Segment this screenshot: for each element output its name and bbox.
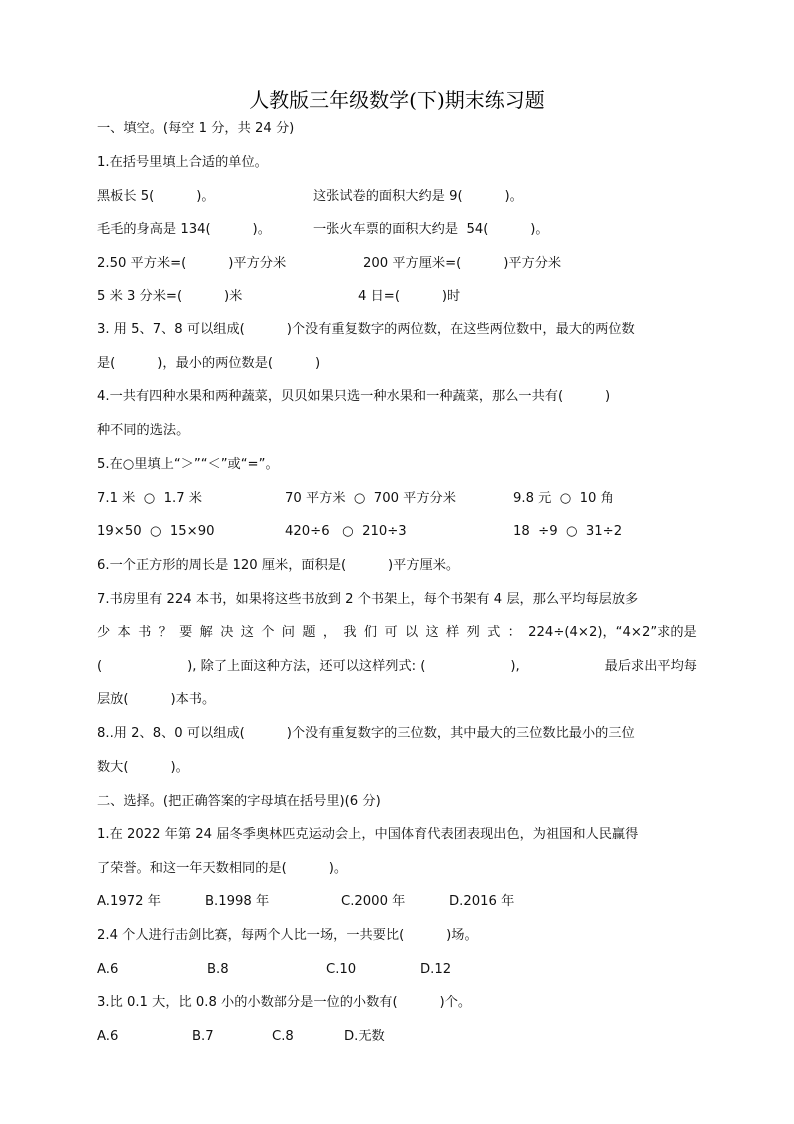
q7-segment: ( [97, 659, 103, 674]
q7-char: 可 [384, 625, 398, 640]
q6-stem: 6.一个正方形的周长是 120 厘米，面积是( )平方厘米。 [97, 558, 460, 573]
q7-char: 这 [425, 625, 439, 640]
q4-line-2: 种不同的选法。 [97, 423, 190, 438]
s2-q2-option: C.10 [326, 962, 357, 977]
s2-q3-option: D.无数 [344, 1029, 385, 1044]
q7-line-1: 7.书房里有 224 本书，如果将这些书放到 2 个书架上，每个书架有 4 层，那么平均每层放多 [97, 592, 639, 607]
section-1-heading: 一、填空。(每空 1 分，共 24 分) [97, 121, 295, 136]
q7-char: 少 [97, 625, 111, 640]
s2-q1-option: B.1998 年 [205, 894, 270, 909]
q7-char: 决 [220, 625, 234, 640]
section-2-heading: 二、选择。(把正确答案的字母填在括号里)(6 分) [97, 794, 381, 809]
q1-item-c: 毛毛的身高是 134( )。 [97, 222, 271, 237]
q7-char: 列 [466, 625, 480, 640]
q8-line-2: 数大( )。 [97, 760, 189, 775]
q7-segment: 最后求出平均每 [604, 659, 697, 674]
q1-item-b: 这张试卷的面积大约是 9( )。 [313, 189, 523, 204]
q7-char: 个 [261, 625, 275, 640]
s2-q1-option: C.2000 年 [341, 894, 406, 909]
q7-char: 题 [302, 625, 316, 640]
s2-q3-option: C.8 [272, 1029, 294, 1044]
q7-char: ， [322, 625, 337, 640]
s2-q2-option: B.8 [207, 962, 229, 977]
q7-char: 们 [363, 625, 378, 640]
q7-segment: ), 除了上面这种方法，还可以这样列式: ( [187, 659, 426, 674]
q7-char: 要 [179, 625, 193, 640]
q7-char: 解 [199, 625, 213, 640]
q7-char: ： [507, 625, 521, 640]
q2-item-c: 5 米 3 分米=( )米 [97, 289, 243, 304]
q3-line-1: 3. 用 5、7、8 可以组成( )个没有重复数字的两位数，在这些两位数中，最大的两位数 [97, 322, 635, 337]
q1-stem: 1.在括号里填上合适的单位。 [97, 155, 268, 170]
q7-char: 问 [281, 625, 295, 640]
q7-char: 本 [117, 625, 131, 640]
q2-item-b: 200 平方厘米=( )平方分米 [363, 256, 562, 271]
s2-q3-option: A.6 [97, 1029, 119, 1044]
q7-char: 224÷(4×2)，“4×2”求的是 [528, 625, 697, 640]
q7-segment: ), [510, 659, 520, 674]
q5-row2-item: 420÷6 ○ 210÷3 [285, 524, 407, 539]
q7-line-2 [97, 624, 697, 642]
q5-row1-item: 7.1 米 ○ 1.7 米 [97, 491, 202, 506]
q7-line-4: 层放( )本书。 [97, 692, 216, 707]
s2-q2-option: D.12 [420, 962, 452, 977]
q7-char: 这 [240, 625, 254, 640]
q4-line-1: 4.一共有四种水果和两种蔬菜，贝贝如果只选一种水果和一种蔬菜，那么一共有( ) [97, 389, 611, 404]
q3-line-2: 是( )，最小的两位数是( ) [97, 356, 321, 371]
s2-q3-stem: 3.比 0.1 大，比 0.8 小的小数部分是一位的小数有( )个。 [97, 995, 472, 1010]
s2-q1-option: D.2016 年 [449, 894, 515, 909]
q5-row2-item: 19×50 ○ 15×90 [97, 524, 215, 539]
q2-item-a: 2.50 平方米=( )平方分米 [97, 256, 287, 271]
q7-char: 样 [446, 625, 460, 640]
q2-item-d: 4 日=( )时 [358, 289, 461, 304]
q7-char: 以 [404, 625, 419, 640]
page-title: 人教版三年级数学(下)期末练习题 [249, 88, 545, 112]
q5-stem: 5.在○里填上“＞”“＜”或“=”。 [97, 457, 279, 472]
q7-char: 书 [138, 625, 152, 640]
s2-q1-option: A.1972 年 [97, 894, 161, 909]
q8-line-1: 8..用 2、8、0 可以组成( )个没有重复数字的三位数，其中最大的三位数比最小的三位 [97, 726, 635, 741]
s2-q2-option: A.6 [97, 962, 119, 977]
q7-char: ？ [158, 625, 172, 640]
s2-q1-line-2: 了荣誉。和这一年天数相同的是( )。 [97, 861, 348, 876]
q5-row2-item: 18 ÷9 ○ 31÷2 [513, 524, 623, 539]
q7-line-3 [97, 658, 697, 676]
q5-row1-item: 9.8 元 ○ 10 角 [513, 491, 614, 506]
q5-row1-item: 70 平方米 ○ 700 平方分米 [285, 491, 456, 506]
s2-q1-line-1: 1.在 2022 年第 24 届冬季奥林匹克运动会上，中国体育代表团表现出色，为祖国和人民赢得 [97, 827, 639, 842]
s2-q2-stem: 2.4 个人进行击剑比赛，每两个人比一场，一共要比( )场。 [97, 928, 478, 943]
s2-q3-option: B.7 [192, 1029, 214, 1044]
q7-char: 式 [487, 625, 501, 640]
q1-item-a: 黑板长 5( )。 [97, 189, 215, 204]
q7-char: 我 [343, 625, 357, 640]
q1-item-d: 一张火车票的面积大约是 54( )。 [313, 222, 549, 237]
